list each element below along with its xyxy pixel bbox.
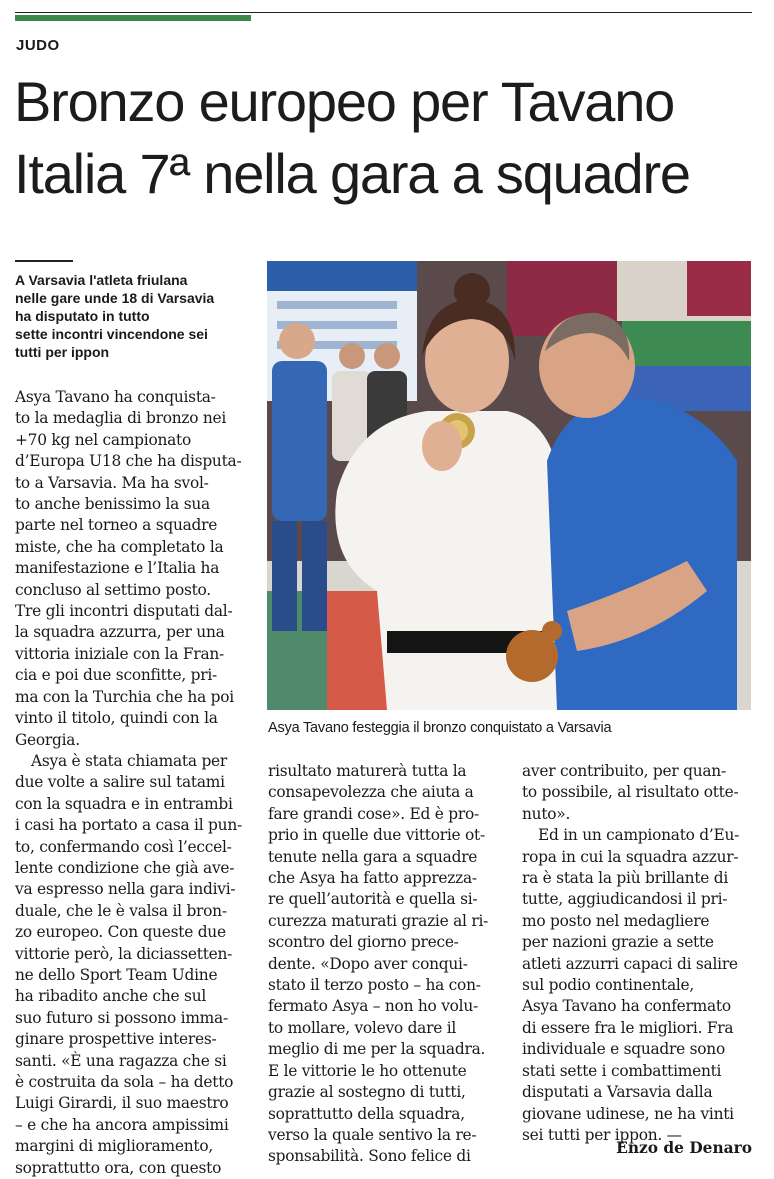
article-line: sei tutti per ippon. — (522, 1125, 682, 1144)
article-line: Tre gli incontri disputati dal- (15, 602, 233, 621)
headline (14, 66, 764, 210)
article-line: cia e poi due sconfitte, pri- (15, 666, 217, 685)
article-line: dente. «Dopo aver conqui- (268, 954, 468, 973)
article-line: prio in quelle due vittorie ot- (268, 826, 485, 845)
article-line: meglio di me per la squadra. (268, 1040, 486, 1059)
article-line: è costruita da sola – ha detto (15, 1073, 234, 1091)
article-line: grazie al sostegno di tutti, (268, 1083, 466, 1102)
article-line: vittorie però, la diciassetten- (15, 944, 233, 963)
article-line: manifestazione e l’Italia ha (15, 559, 220, 578)
article-line: to a Varsavia. Ma ha svol- (15, 473, 209, 492)
article-line: mo posto nel medagliere (522, 911, 710, 930)
summary-rule (15, 260, 73, 262)
article-line: Ed in un campionato d’Eu- (538, 826, 740, 845)
article-line: disputati a Varsavia dalla (522, 1083, 713, 1102)
article-line: va espresso nella gara indivi- (15, 880, 236, 899)
article-line: fare grandi cose». Ed è pro- (268, 804, 479, 823)
article-line: stati sette i combattimenti (522, 1061, 722, 1080)
article-line: due volte a salire sul tatami (15, 773, 225, 792)
article-line: miste, che ha completato la (15, 537, 224, 556)
article-line: Asya Tavano ha confermato (522, 997, 731, 1016)
article-line: scontro del giorno prece- (268, 933, 459, 952)
article-line: consapevolezza che aiuta a (268, 783, 474, 802)
article-line: di essere fra le migliori. Fra (522, 1018, 734, 1037)
article-line: i casi ha portato a casa il pun- (15, 816, 242, 835)
photo-caption: Asya Tavano festeggia il bronzo conquistato a Varsavia (268, 720, 612, 736)
summary (15, 271, 255, 361)
article-line: tenute nella gara a squadre (268, 847, 478, 866)
summary-line: sette incontri vincendone sei (15, 326, 208, 342)
article-line: curezza maturati grazie al ri- (268, 911, 489, 930)
article-line: margini di miglioramento, (15, 1137, 214, 1156)
section-accent-bar (15, 15, 251, 21)
section-label: JUDO (16, 37, 60, 54)
article-line: Luigi Girardi, il suo maestro (15, 1094, 229, 1113)
article-line: nuto». (522, 804, 571, 823)
article-line: vittoria iniziale con la Fran- (15, 644, 224, 663)
article-line: to la medaglia di bronzo nei (15, 409, 227, 428)
article-column-1 (15, 387, 251, 1179)
article-line: E le vittorie le ho ottenute (268, 1061, 467, 1080)
article-line: Asya è stata chiamata per (31, 751, 228, 770)
article-line: d’Europa U18 che ha disputa- (15, 452, 242, 471)
article-column-3 (522, 761, 752, 1146)
article-column-2 (268, 761, 498, 1168)
article-line: tutte, aggiudicandosi il pri- (522, 890, 728, 909)
article-line: aver contribuito, per quan- (522, 762, 726, 780)
article-line: soprattutto della squadra, (268, 1104, 465, 1123)
article-line: individuale e squadre sono (522, 1040, 725, 1059)
article-line: che Asya ha fatto apprezza- (268, 869, 477, 888)
article-line: – e che ha ancora ampissimi (15, 1115, 229, 1134)
article-line: fermato Asya – non ho volu- (268, 997, 478, 1016)
article-line: vinto il titolo, quindi con la (15, 709, 218, 728)
article-line: ginare prospettive interes- (15, 1030, 217, 1049)
article-line: to, confermando così l’eccel- (15, 837, 232, 856)
summary-line: ha disputato in tutto (15, 308, 150, 324)
summary-line: nelle gare unde 18 di Varsavia (15, 290, 215, 306)
article-line: concluso al settimo posto. (15, 580, 211, 599)
article-line: giovane udinese, ne ha vinti (522, 1104, 734, 1123)
article-line: per nazioni grazie a sette (522, 933, 714, 952)
article-line: Georgia. (15, 730, 80, 749)
article-line: ra è stata la più brillante di (522, 869, 729, 888)
article-line: Asya Tavano ha conquista- (15, 388, 216, 406)
article-line: zo europeo. Con queste due (15, 923, 226, 942)
article-line: to possibile, al risultato otte- (522, 783, 739, 802)
headline-line-2: Italia 7ª nella gara a squadre (14, 142, 690, 205)
article-line: con la squadra e in entrambi (15, 794, 233, 813)
article-line: suo futuro si possono imma- (15, 1008, 228, 1027)
article-line: soprattutto ora, con questo (15, 1158, 222, 1177)
article-line: to mollare, volevo dare il (268, 1018, 457, 1037)
article-line: verso la quale sentivo la re- (268, 1125, 477, 1144)
top-rule (15, 12, 752, 13)
article-line: stato il terzo posto – ha con- (268, 976, 481, 995)
article-line: la squadra azzurra, per una (15, 623, 225, 642)
article-line: atleti azzurri capaci di salire (522, 954, 738, 973)
article-line: re quell’autorità e quella si- (268, 890, 478, 909)
article-line: sponsabilità. Sono felice di (268, 1147, 471, 1166)
article-line: ha ribadito anche che sul (15, 987, 207, 1006)
summary-line: tutti per ippon (15, 344, 110, 360)
article-line: santi. «È una ragazza che si (15, 1051, 227, 1070)
article-line: ropa in cui la squadra azzur- (522, 847, 739, 866)
article-line: +70 kg nel campionato (15, 430, 191, 449)
article-line: duale, che le è valsa il bron- (15, 901, 227, 920)
article-line: to anche benissimo la sua (15, 495, 210, 514)
article-line: sul podio continentale, (522, 976, 695, 995)
headline-line-1: Bronzo europeo per Tavano (14, 70, 675, 133)
summary-line: A Varsavia l'atleta friulana (15, 272, 188, 288)
article-photo (267, 261, 751, 710)
article-line: risultato maturerà tutta la (268, 762, 467, 780)
article-line: ne dello Sport Team Udine (15, 965, 218, 984)
article-line: parte nel torneo a squadre (15, 516, 218, 535)
article-line: ma con la Turchia che ha poi (15, 687, 234, 706)
byline: Enzo de Denaro (616, 1139, 752, 1157)
article-line: lente condizione che già ave- (15, 858, 235, 877)
